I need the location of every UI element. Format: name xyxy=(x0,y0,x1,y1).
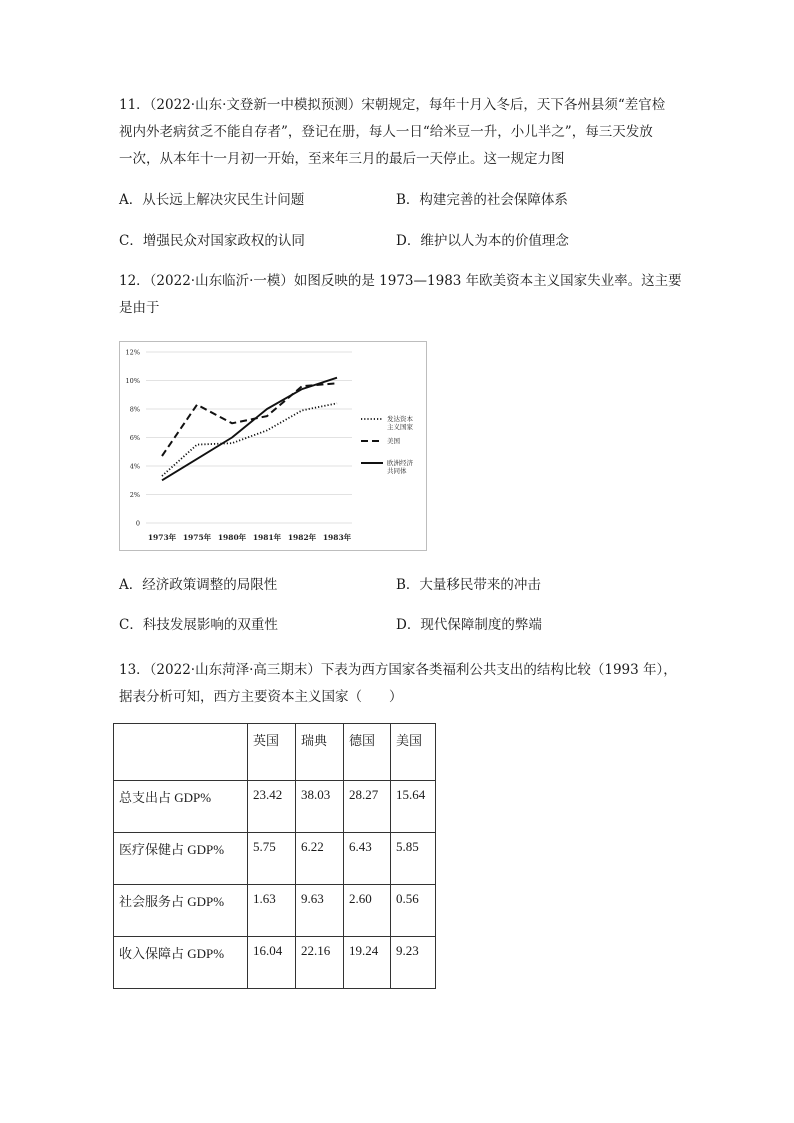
x-tick-label: 1980年 xyxy=(217,533,247,542)
table-header-cell: 英国 xyxy=(248,724,296,781)
legend-label: 主义国家 xyxy=(387,423,413,431)
y-tick-label: 8% xyxy=(129,405,140,414)
q13-stem-line-1: 13．（2022·山东菏泽·高三期末）下表为西方国家各类福利公共支出的结构比较（1993 年）， xyxy=(119,662,677,678)
table-cell: 0.56 xyxy=(391,885,436,937)
table-cell: 5.85 xyxy=(391,833,436,885)
table-cell: 9.23 xyxy=(391,937,436,989)
y-tick-label: 12% xyxy=(125,348,140,357)
table-row xyxy=(114,833,436,885)
y-tick-label: 2% xyxy=(129,490,140,499)
y-tick-label: 6% xyxy=(129,433,140,442)
y-tick-label: 4% xyxy=(129,462,140,471)
x-tick-label: 1973年 xyxy=(147,533,177,542)
q11-option-c: C．增强民众对国家政权的认同 xyxy=(119,233,305,249)
table-cell: 23.42 xyxy=(248,781,296,833)
table-header-cell: 德国 xyxy=(344,724,391,781)
welfare-expenditure-table xyxy=(113,723,436,989)
table-row xyxy=(114,937,436,989)
x-tick-label: 1981年 xyxy=(252,533,282,542)
q11-stem-line-2: 视内外老病贫乏不能自存者”，登记在册，每人一日“给米豆一升，小儿半之”，每三天发放 xyxy=(119,124,653,140)
x-tick-label: 1982年 xyxy=(287,533,317,542)
q11-option-b: B．构建完善的社会保障体系 xyxy=(396,192,568,208)
q12-stem-line-1: 12．（2022·山东临沂·一模）如图反映的是 1973—1983 年欧美资本主义国家失业率。这主要 xyxy=(119,273,682,289)
q12-stem-line-2: 是由于 xyxy=(119,300,160,316)
x-tick-label: 1983年 xyxy=(322,533,352,542)
table-cell: 1.63 xyxy=(248,885,296,937)
table-cell: 总支出占 GDP% xyxy=(114,781,248,833)
table-cell: 2.60 xyxy=(344,885,391,937)
table-cell: 22.16 xyxy=(296,937,344,989)
y-tick-label: 0 xyxy=(135,519,140,528)
table-cell: 38.03 xyxy=(296,781,344,833)
q12-option-b: B．大量移民带来的冲击 xyxy=(396,577,541,593)
legend-label: 欧洲经济 xyxy=(387,459,413,467)
table-cell: 5.75 xyxy=(248,833,296,885)
table-cell: 6.43 xyxy=(344,833,391,885)
q11-stem-line-3: 一次，从本年十一月初一开始，至来年三月的最后一天停止。这一规定力图 xyxy=(119,151,565,167)
unemployment-chart xyxy=(119,341,427,551)
chart-svg xyxy=(120,342,426,550)
table-cell: 医疗保健占 GDP% xyxy=(114,833,248,885)
series-line xyxy=(162,378,337,481)
y-tick-label: 10% xyxy=(125,376,140,385)
table-cell: 9.63 xyxy=(296,885,344,937)
table-header-cell: 瑞典 xyxy=(296,724,344,781)
table-cell: 28.27 xyxy=(344,781,391,833)
q11-stem-line-1: 11．（2022·山东·文登新一中模拟预测）宋朝规定，每年十月入冬后，天下各州县须“差官检 xyxy=(119,97,666,113)
table-cell: 收入保障占 GDP% xyxy=(114,937,248,989)
table-cell: 社会服务占 GDP% xyxy=(114,885,248,937)
table-header-cell: 美国 xyxy=(391,724,436,781)
legend-label: 发达资本 xyxy=(387,415,413,423)
q11-option-d: D．维护以人为本的价值理念 xyxy=(396,233,569,249)
q13-stem-line-2: 据表分析可知，西方主要资本主义国家（ ） xyxy=(119,689,403,705)
table-row xyxy=(114,885,436,937)
table-header-row xyxy=(114,724,436,781)
q12-option-c: C．科技发展影响的双重性 xyxy=(119,617,278,633)
x-tick-label: 1975年 xyxy=(182,533,212,542)
q11-option-a: A．从长远上解决灾民生计问题 xyxy=(119,192,305,208)
table-cell: 15.64 xyxy=(391,781,436,833)
table-cell: 19.24 xyxy=(344,937,391,989)
table-cell: 6.22 xyxy=(296,833,344,885)
q12-option-d: D．现代保障制度的弊端 xyxy=(396,617,542,633)
table-row xyxy=(114,781,436,833)
legend-label: 共同体 xyxy=(387,467,407,475)
table-header-cell xyxy=(114,724,248,781)
series-line xyxy=(162,383,337,456)
q12-option-a: A．经济政策调整的局限性 xyxy=(119,577,278,593)
legend-label: 美国 xyxy=(387,437,400,445)
table-cell: 16.04 xyxy=(248,937,296,989)
